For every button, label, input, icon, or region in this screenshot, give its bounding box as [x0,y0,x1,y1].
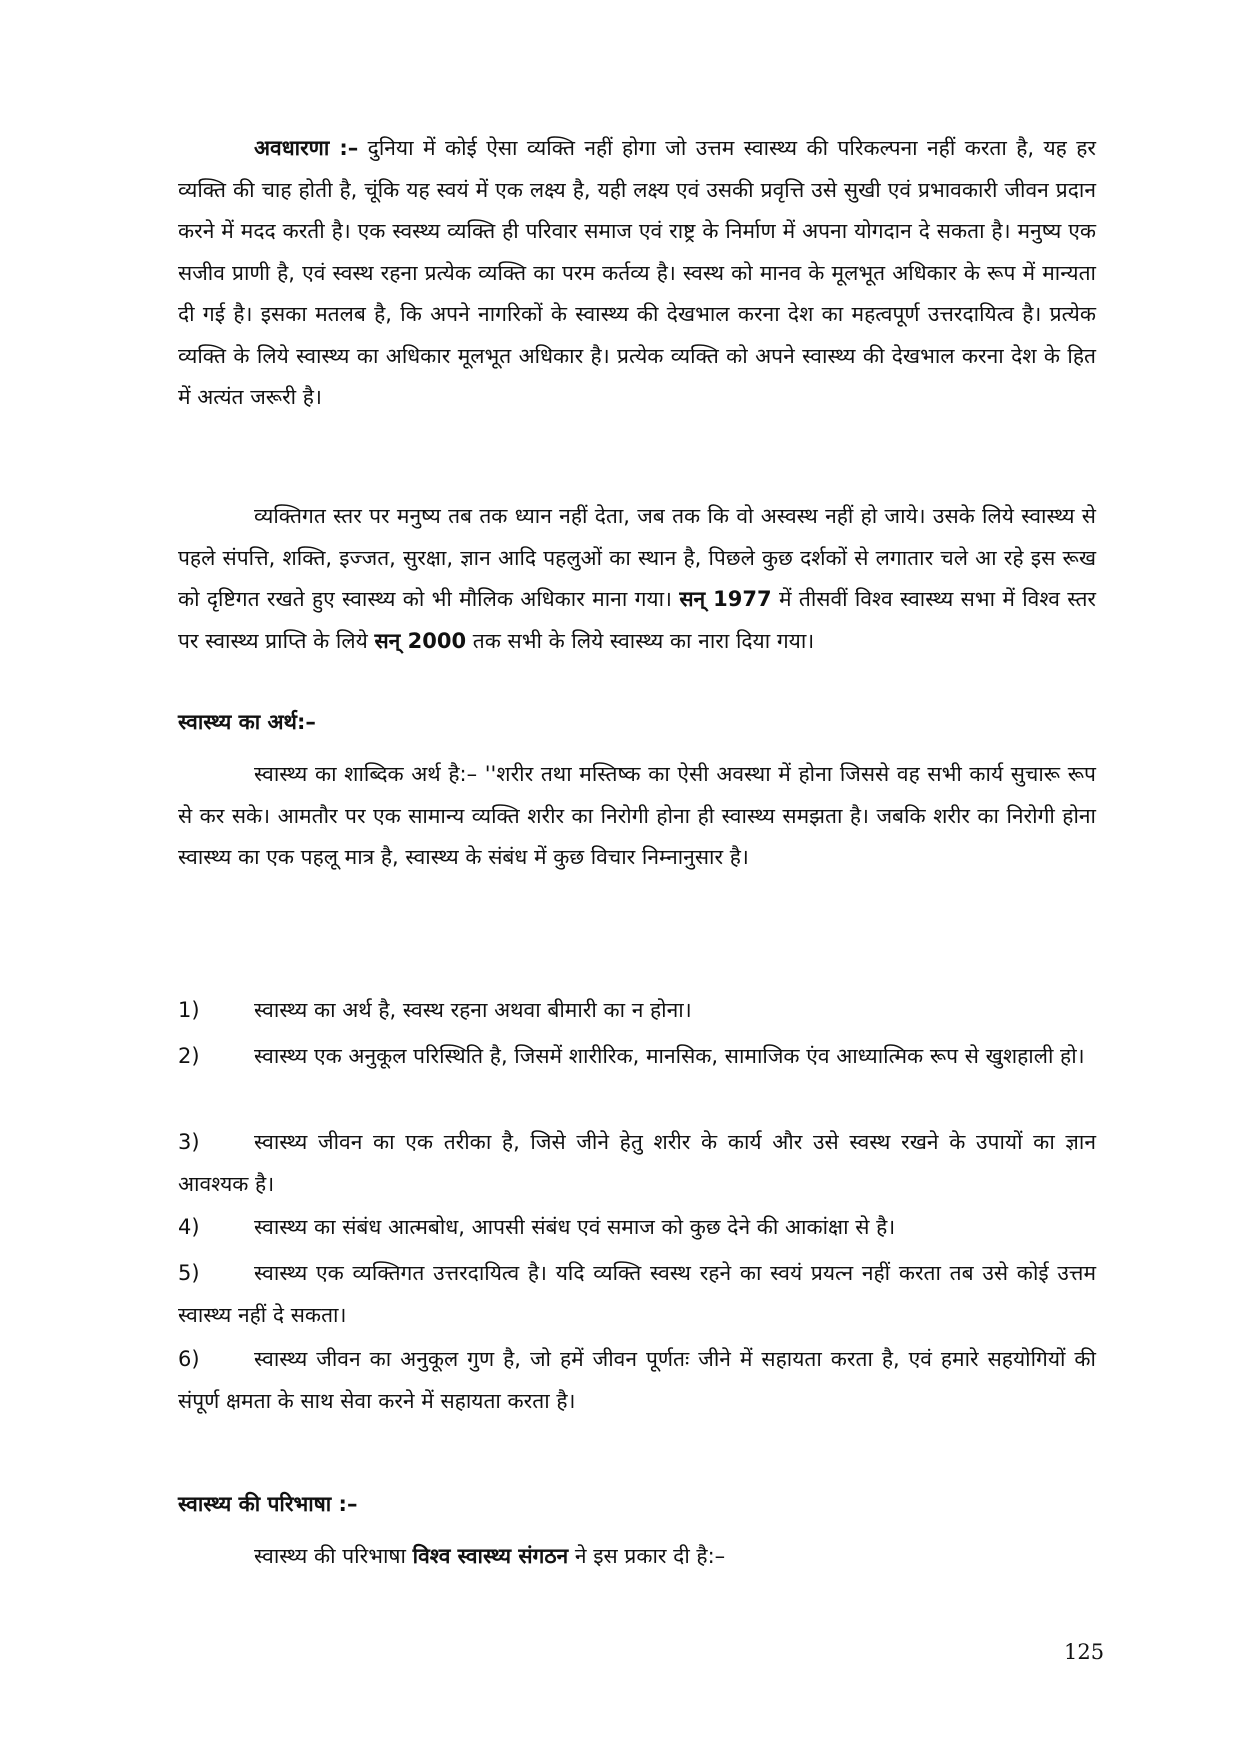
list-item [178,1036,1096,1078]
list-number: 3) [178,1130,200,1154]
paragraph-text: स्वास्थ्य की परिभाषा [254,1544,413,1568]
list-item [178,990,1096,1032]
list-number: 4) [178,1215,200,1239]
who-name: विश्व स्वास्थ्य संगठन [412,1544,569,1568]
personal-level-paragraph [178,496,1096,662]
list-number: 2) [178,1044,200,1068]
paragraph-text: तक सभी के लिये स्वास्थ्य का नारा दिया गया। [466,628,815,653]
paragraph-text: स्वास्थ्य का शाब्दिक अर्थ है:– ''शरीर तथा मस्तिष्क का ऐसी अवस्था में होना जिससे वह सभी कार्य सुचारू रूप से कर सके। आमतौर पर एक सामान्य व्यक्ति शरीर का निरोगी होना ही स्वास्थ्य समझता है। जबकि शरीर का निरोगी होना स्वास्थ्य का एक पहलू मात्र है, स्वास्थ्य के संबंध में कुछ विचार निम्नानुसार है। [178,762,1096,869]
list-number: 1) [178,998,200,1022]
heading-meaning: स्वास्थ्य का अर्थ:– [178,710,316,734]
concept-text: दुनिया में कोई ऐसा व्यक्ति नहीं होगा जो उत्तम स्वास्थ्य की परिकल्पना नहीं करता है, यह हर व्यक्ति की चाह होती है, चूंकि यह स्वयं में एक लक्ष्य है, यही लक्ष्य एवं उसकी प्रवृत्ति उसे सुखी एवं प्रभावकारी जीवन प्रदान करने में मदद करती है। एक स्वस्थ्य व्यक्ति ही परिवार समाज एवं राष्ट्र के निर्माण में अपना योगदान दे सकता है। मनुष्य एक सजीव प्राणी है, एवं स्वस्थ रहना प्रत्येक व्यक्ति का परम कर्तव्य है। स्वस्थ को मानव के मूलभूत अधिकार के रूप में मान्यता दी गई है। इसका मतलब है, कि अपने नागरिकों के स्वास्थ्य की देखभाल करना देश का महत्वपूर्ण उत्तरदायित्व है। प्रत्येक व्यक्ति के लिये स्वास्थ्य का अधिकार मूलभूत अधिकार है। प्रत्येक व्यक्ति को अपने स्वास्थ्य की देखभाल करना देश के हित में अत्यंत जरूरी है। [178,136,1096,409]
concept-paragraph [178,128,1096,419]
definition-paragraph [178,1536,1096,1578]
paragraph-text: ने इस प्रकार दी है:– [568,1544,726,1568]
page-number: 125 [1064,1640,1105,1664]
list-text: स्वास्थ्य एक व्यक्तिगत उत्तरदायित्व है। यदि व्यक्ति स्वस्थ रहने का स्वयं प्रयत्न नहीं करता तब उसे कोई उत्तम स्वास्थ्य नहीं दे सकता। [178,1261,1096,1327]
list-number: 5) [178,1261,200,1285]
list-text: स्वास्थ्य जीवन का एक तरीका है, जिसे जीने हेतु शरीर के कार्य और उसे स्वस्थ रखने के उपायों का ज्ञान आवश्यक है। [178,1130,1096,1196]
list-item [178,1253,1096,1336]
list-item [178,1207,1096,1249]
list-item [178,1122,1096,1205]
list-number: 6) [178,1347,200,1371]
paragraph-text: व्यक्तिगत स्तर पर मनुष्य तब तक ध्यान नहीं देता, जब तक कि वो अस्वस्थ नहीं हो जाये। उसके लिये स्वास्थ्य से पहले संपत्ति, शक्ति, इज्जत, सुरक्षा, ज्ञान आदि पहलुओं का स्थान है, पिछले कुछ दर्शकों से लगातार चले आ रहे इस रूख को दृष्टिगत रखते हुए स्वास्थ्य को भी मौलिक अधिकार माना गया। [178,504,1096,611]
year-1977: सन् 1977 [679,587,772,611]
paragraph-text: में तीसवीं विश्व स्वास्थ्य सभा में विश्व स्तर पर स्वास्थ्य प्राप्ति के लिये [178,587,1097,653]
list-text: स्वास्थ्य जीवन का अनुकूल गुण है, जो हमें जीवन पूर्णतः जीने में सहायता करता है, एवं हमारे सहयोगियों की संपूर्ण क्षमता के साथ सेवा करने में सहायता करता है। [178,1347,1096,1413]
list-text: स्वास्थ्य एक अनुकूल परिस्थिति है, जिसमें शारीरिक, मानसिक, सामाजिक एंव आध्यात्मिक रूप से खुशहाली हो। [254,1044,1085,1068]
list-text: स्वास्थ्य का संबंध आत्मबोध, आपसी संबंध एवं समाज को कुछ देने की आकांक्षा से है। [254,1215,896,1239]
heading-definition: स्वास्थ्य की परिभाषा :– [178,1492,358,1516]
concept-lead: अवधारणा :– [254,136,359,160]
year-2000: सन् 2000 [374,628,467,653]
list-text: स्वास्थ्य का अर्थ है, स्वस्थ रहना अथवा बीमारी का न होना। [254,998,692,1022]
list-item [178,1339,1096,1422]
meaning-paragraph [178,754,1096,879]
